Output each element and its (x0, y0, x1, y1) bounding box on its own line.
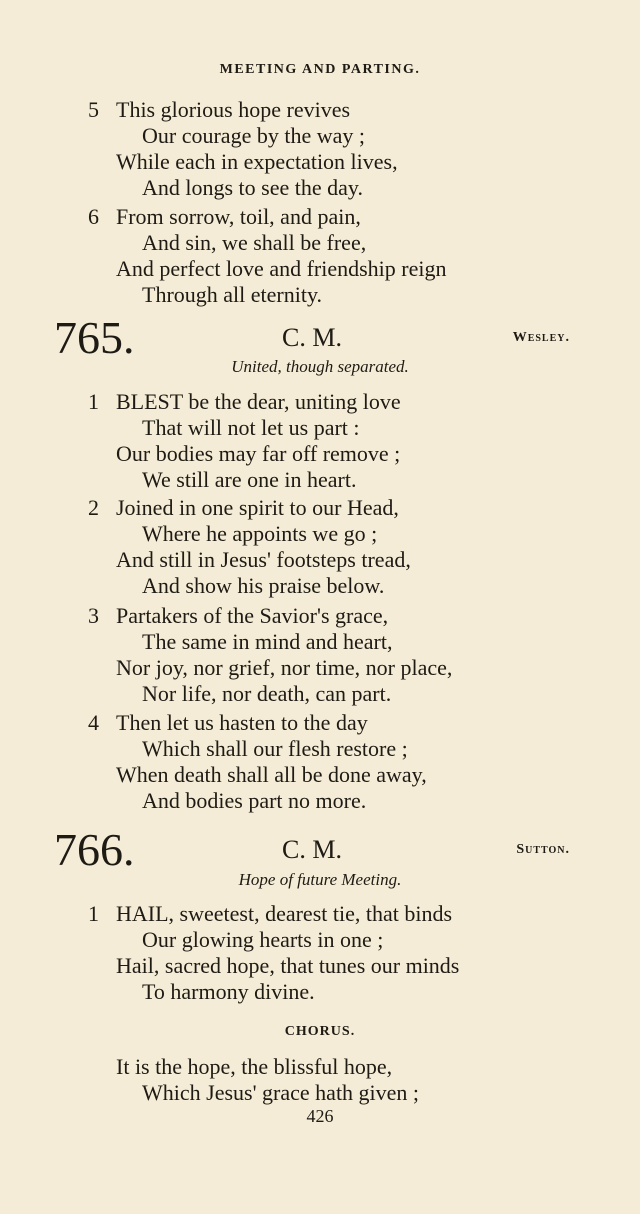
stanza-6 (0, 204, 640, 308)
verse-line: Our courage by the way ; (142, 123, 365, 148)
stanza-1 (0, 901, 640, 1005)
stanza-number: 2 (88, 495, 99, 520)
chorus-label: CHORUS. (284, 1024, 356, 1039)
hymn-meter: C. M. (282, 323, 342, 352)
stanza-number: 1 (88, 389, 99, 414)
verse-line: And bodies part no more. (142, 788, 367, 813)
verse-line: To harmony divine. (142, 979, 315, 1004)
hymn-subtitle: Hope of future Meeting. (238, 870, 402, 889)
verse-line: Hail, sacred hope, that tunes our minds (116, 953, 460, 978)
stanza-number: 5 (88, 97, 99, 122)
verse-line: Where he appoints we go ; (142, 521, 378, 546)
tune-name: Wesley. (512, 330, 570, 345)
stanza-number: 6 (88, 204, 99, 229)
verse-line: Joined in one spirit to our Head, (116, 495, 399, 520)
hymn-number: 766. (54, 824, 135, 875)
hymn-number: 765. (54, 312, 135, 363)
verse-line: Then let us hasten to the day (116, 710, 368, 735)
running-head: MEETING AND PARTING. (219, 62, 421, 77)
chorus (0, 1054, 640, 1106)
verse-line: The same in mind and heart, (142, 629, 393, 654)
verse-line: Partakers of the Savior's grace, (116, 603, 389, 628)
verse-line: That will not let us part : (142, 415, 360, 440)
hymn-subtitle: United, though separated. (231, 357, 409, 376)
stanza-number: 1 (88, 901, 99, 926)
verse-line: We still are one in heart. (142, 467, 357, 492)
verse-line: And longs to see the day. (142, 175, 363, 200)
hymn-meter: C. M. (282, 835, 342, 864)
verse-line: Our bodies may far off remove ; (116, 441, 401, 466)
stanza-5 (0, 97, 640, 201)
verse-line: Our glowing hearts in one ; (142, 927, 384, 952)
verse-line: When death shall all be done away, (116, 762, 427, 787)
stanza-number: 4 (88, 710, 99, 735)
verse-line: And sin, we shall be free, (142, 230, 367, 255)
tune-name: Sutton. (516, 842, 570, 857)
verse-line: Through all eternity. (142, 282, 323, 307)
verse-line: And perfect love and friendship reign (116, 256, 447, 281)
verse-line: BLEST be the dear, uniting love (116, 389, 401, 414)
verse-line: And show his praise below. (142, 573, 385, 598)
verse-line: Which Jesus' grace hath given ; (142, 1080, 420, 1105)
verse-line: Which shall our flesh restore ; (142, 736, 408, 761)
verse-line: And still in Jesus' footsteps tread, (116, 547, 411, 572)
stanza-2 (0, 495, 640, 599)
verse-line: While each in expectation lives, (116, 149, 398, 174)
verse-line: It is the hope, the blissful hope, (116, 1054, 393, 1079)
verse-line: HAIL, sweetest, dearest tie, that binds (116, 901, 453, 926)
verse-line: This glorious hope revives (116, 97, 351, 122)
stanza-number: 3 (88, 603, 99, 628)
verse-line: Nor life, nor death, can part. (142, 681, 392, 706)
page-number: 426 (306, 1106, 334, 1126)
stanza-4 (0, 710, 640, 814)
verse-line: Nor joy, nor grief, nor time, nor place, (116, 655, 453, 680)
stanza-3 (0, 603, 640, 707)
stanza-1 (0, 389, 640, 493)
verse-line: From sorrow, toil, and pain, (116, 204, 361, 229)
